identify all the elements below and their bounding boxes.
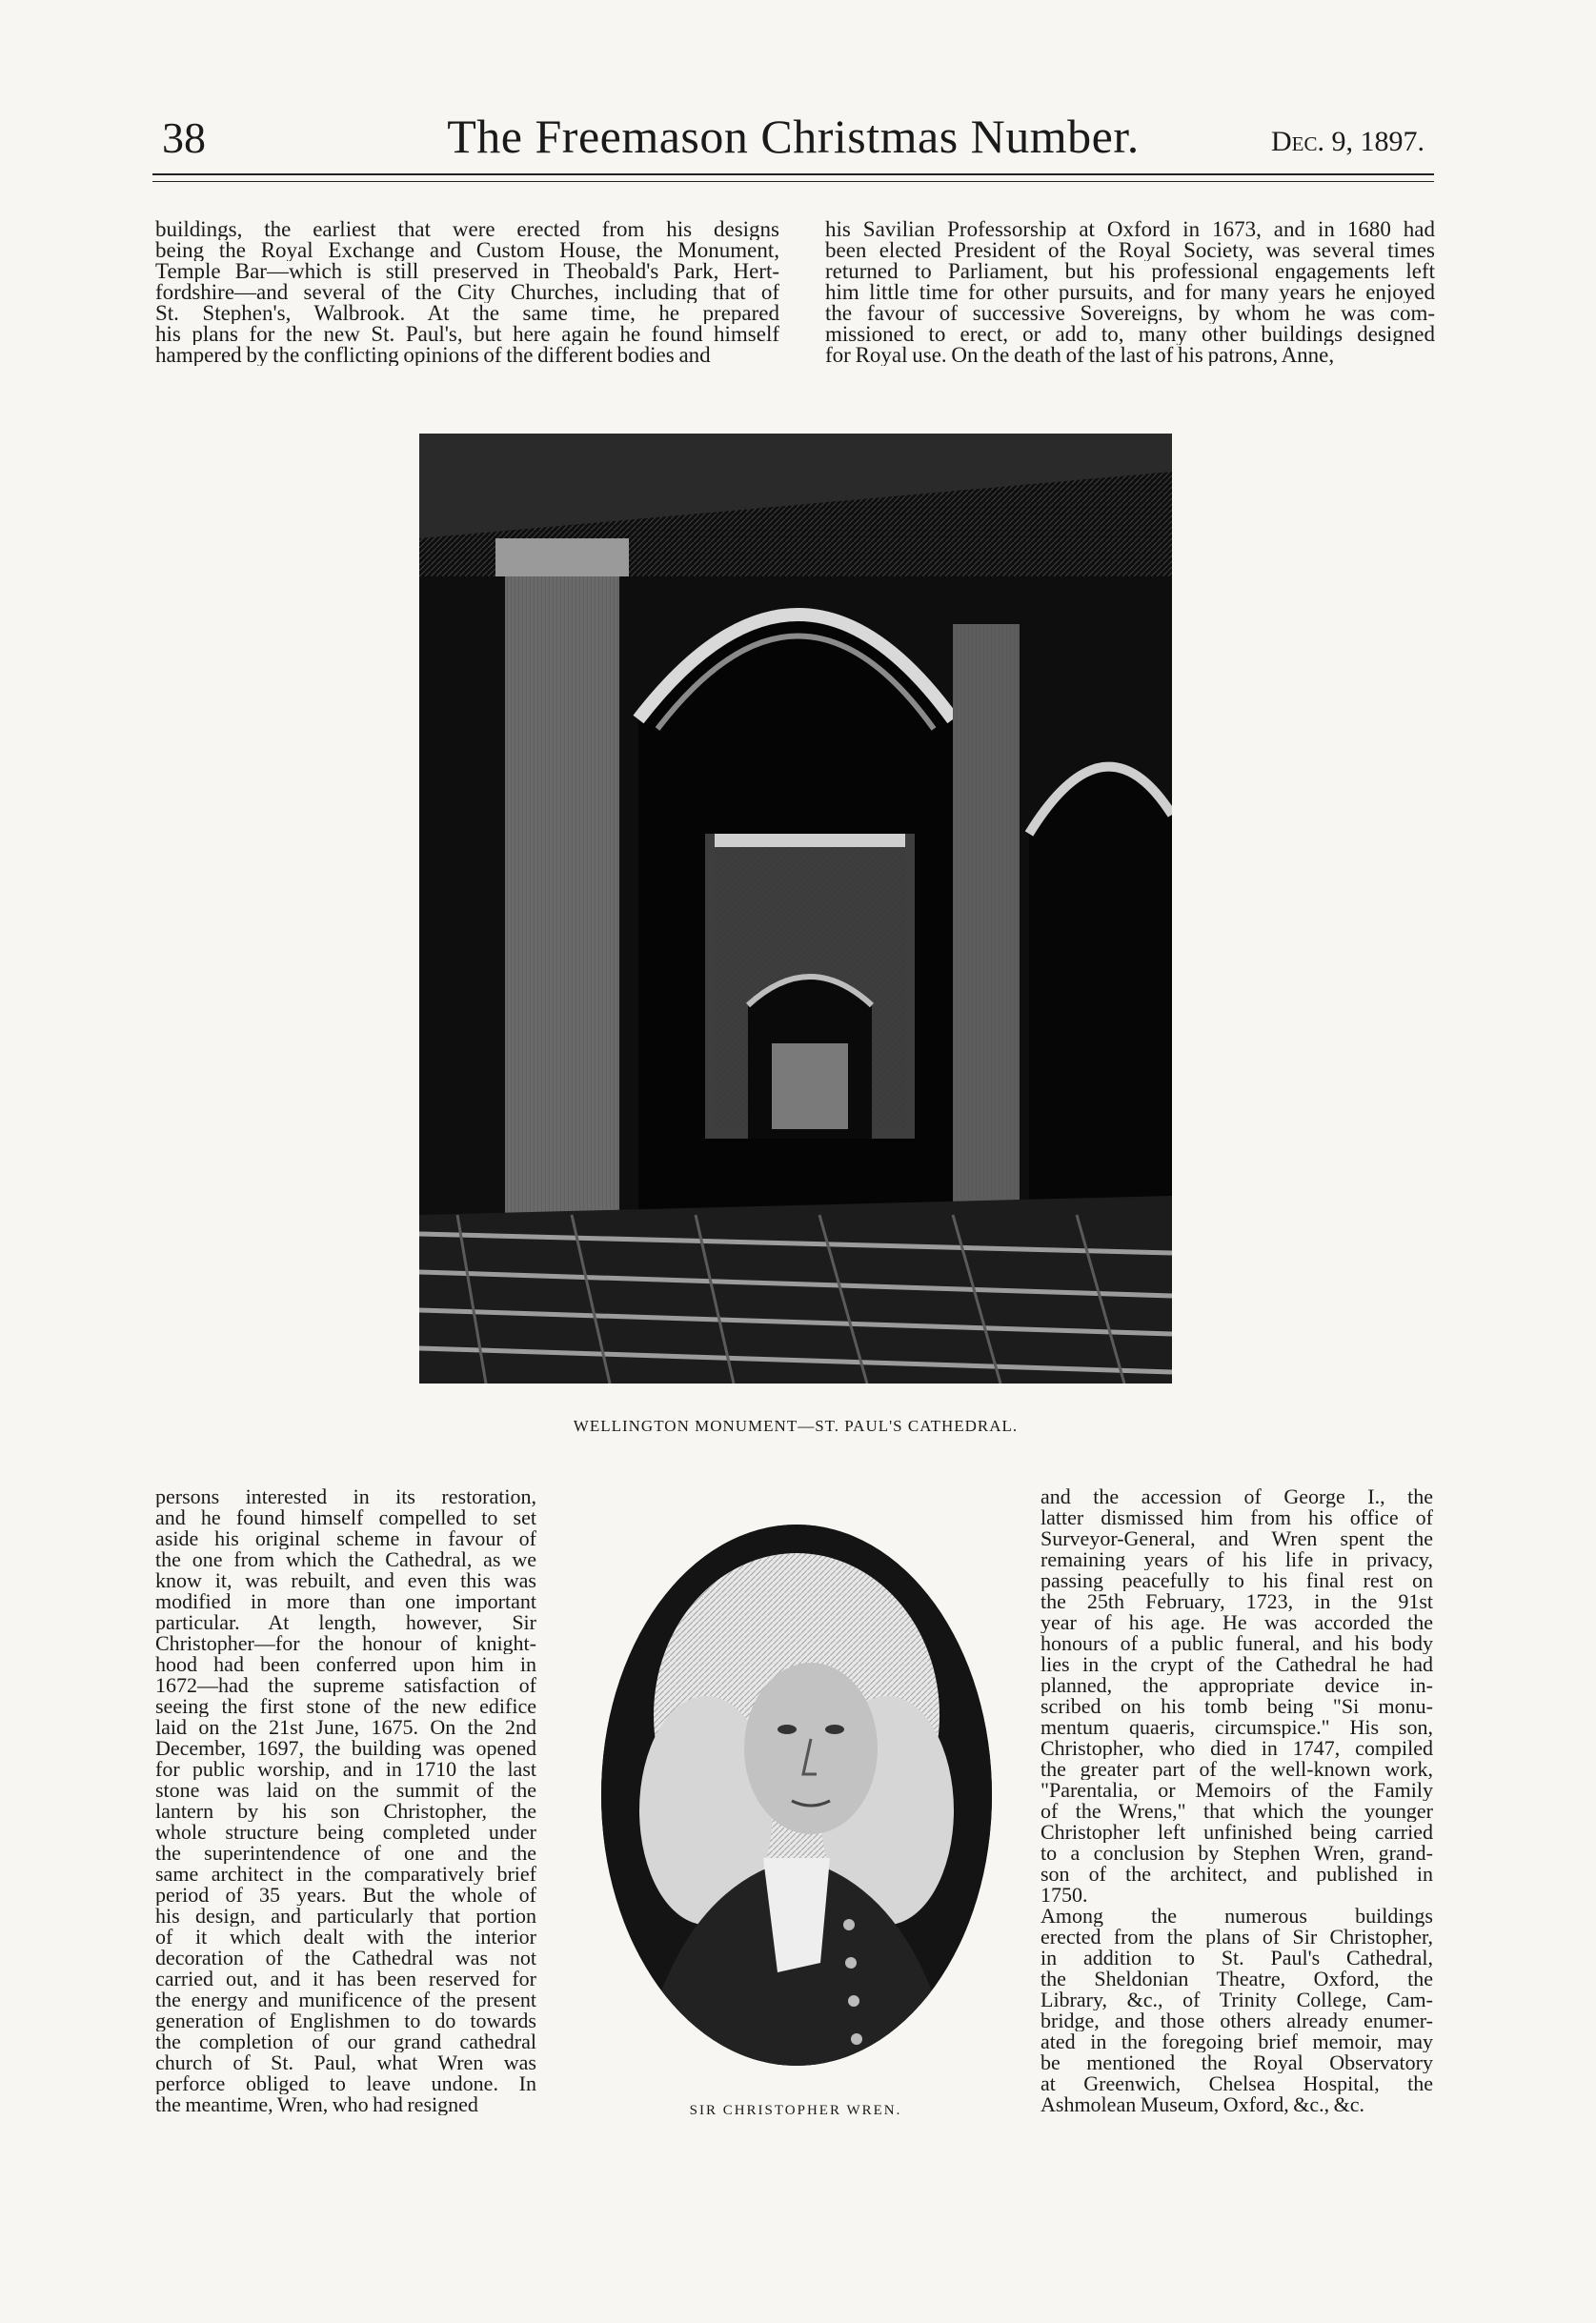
text-line: ated in the foregoing brief memoir, may <box>1040 2031 1433 2052</box>
bottom-right-column <box>1040 1486 1433 2115</box>
text-line: "Parentalia, or Memoirs of the Family <box>1040 1780 1433 1801</box>
text-line: Christopher, who died in 1747, compiled <box>1040 1738 1433 1759</box>
text-line: 1672—had the supreme satisfaction of <box>155 1675 536 1696</box>
text-line: remaining years of his life in privacy, <box>1040 1549 1433 1570</box>
wren-portrait <box>601 1525 992 2066</box>
text-line: him little time for other pursuits, and for many years he enjoyed <box>825 282 1435 303</box>
text-line: the energy and munificence of the present <box>155 1990 536 2010</box>
text-line: seeing the first stone of the new edifice <box>155 1696 536 1717</box>
text-line: honours of a public funeral, and his body <box>1040 1633 1433 1654</box>
cathedral-engraving <box>419 434 1172 1384</box>
text-line: aside his original scheme in favour of <box>155 1528 536 1549</box>
header-rule-thin <box>152 181 1434 182</box>
text-line: been elected President of the Royal Society, was several times <box>825 240 1435 261</box>
text-line: period of 35 years. But the whole of <box>155 1885 536 1906</box>
text-line: erected from the plans of Sir Christopher, <box>1040 1927 1433 1948</box>
text-line: Christopher left unfinished being carried <box>1040 1822 1433 1843</box>
text-line: of it which dealt with the interior <box>155 1927 536 1948</box>
text-line: year of his age. He was accorded the <box>1040 1612 1433 1633</box>
text-line: the Sheldonian Theatre, Oxford, the <box>1040 1969 1433 1990</box>
text-line: at Greenwich, Chelsea Hospital, the <box>1040 2073 1433 2094</box>
text-line: to a conclusion by Stephen Wren, grand- <box>1040 1843 1433 1864</box>
text-line: generation of Englishmen to do towards <box>155 2010 536 2031</box>
portrait-illustration <box>601 1525 992 2066</box>
text-line: carried out, and it has been reserved for <box>155 1969 536 1990</box>
page-number: 38 <box>162 113 206 162</box>
text-line: perforce obliged to leave undone. In <box>155 2073 536 2094</box>
text-line: missioned to erect, or add to, many other buildings designed <box>825 324 1435 345</box>
text-line: whole structure being completed under <box>155 1822 536 1843</box>
text-line: mentum quaeris, circumspice." His son, <box>1040 1717 1433 1738</box>
text-line: lies in the crypt of the Cathedral he had <box>1040 1654 1433 1675</box>
text-line: the one from which the Cathedral, as we <box>155 1549 536 1570</box>
text-line: laid on the 21st June, 1675. On the 2nd <box>155 1717 536 1738</box>
header-rule <box>152 173 1434 175</box>
text-line: his design, and particularly that portion <box>155 1906 536 1927</box>
figure2-caption: SIR CHRISTOPHER WREN. <box>689 2103 902 2118</box>
top-right-column <box>825 219 1435 366</box>
text-line: Surveyor-General, and Wren spent the <box>1040 1528 1433 1549</box>
text-line: be mentioned the Royal Observatory <box>1040 2052 1433 2073</box>
text-line: fordshire—and several of the City Churches, including that of <box>155 282 779 303</box>
text-line: bridge, and those others already enumer- <box>1040 2010 1433 2031</box>
text-line: the superintendence of one and the <box>155 1843 536 1864</box>
text-line: in addition to St. Paul's Cathedral, <box>1040 1948 1433 1969</box>
page-header <box>152 107 1434 173</box>
bottom-left-column <box>155 1486 536 2115</box>
text-line: know it, was rebuilt, and even this was <box>155 1570 536 1591</box>
text-line: for public worship, and in 1710 the last <box>155 1759 536 1780</box>
text-line: Temple Bar—which is still preserved in Theobald's Park, Hert- <box>155 261 779 282</box>
text-line: stone was laid on the summit of the <box>155 1780 536 1801</box>
text-line: St. Stephen's, Walbrook. At the same time, he prepared <box>155 303 779 324</box>
text-line: Christopher—for the honour of knight- <box>155 1633 536 1654</box>
text-line: passing peacefully to his final rest on <box>1040 1570 1433 1591</box>
text-line: and the accession of George I., the <box>1040 1486 1433 1507</box>
text-line: for Royal use. On the death of the last of his patrons, Anne, <box>825 345 1335 366</box>
text-line: the favour of successive Sovereigns, by whom he was com- <box>825 303 1435 324</box>
text-line: particular. At length, however, Sir <box>155 1612 536 1633</box>
publication-title: The Freemason Christmas Number. <box>447 110 1140 163</box>
text-line: persons interested in its restoration, <box>155 1486 536 1507</box>
text-line: son of the architect, and published in <box>1040 1864 1433 1885</box>
top-left-column <box>155 219 779 366</box>
text-line: scribed on his tomb being "Si monu- <box>1040 1696 1433 1717</box>
text-line: buildings, the earliest that were erected from his designs <box>155 219 779 240</box>
text-line: the 25th February, 1723, in the 91st <box>1040 1591 1433 1612</box>
text-line: Library, &c., of Trinity College, Cam- <box>1040 1990 1433 2010</box>
text-line: Ashmolean Museum, Oxford, &c., &c. <box>1040 2094 1364 2115</box>
text-line: of the Wrens," that which the younger <box>1040 1801 1433 1822</box>
issue-date: Dec. 9, 1897. <box>1271 126 1424 157</box>
text-line: the completion of our grand cathedral <box>155 2031 536 2052</box>
text-line: latter dismissed him from his office of <box>1040 1507 1433 1528</box>
text-line: and he found himself compelled to set <box>155 1507 536 1528</box>
text-line: being the Royal Exchange and Custom House, the Monument, <box>155 240 779 261</box>
text-line: planned, the appropriate device in- <box>1040 1675 1433 1696</box>
text-line: same architect in the comparatively brief <box>155 1864 536 1885</box>
text-line: the meantime, Wren, who had resigned <box>155 2094 478 2115</box>
text-line: his plans for the new St. Paul's, but here again he found himself <box>155 324 779 345</box>
cathedral-interior-illustration <box>419 434 1172 1384</box>
text-line: decoration of the Cathedral was not <box>155 1948 536 1969</box>
text-line: church of St. Paul, what Wren was <box>155 2052 536 2073</box>
text-line: his Savilian Professorship at Oxford in 1673, and in 1680 had <box>825 219 1435 240</box>
text-line: Among the numerous buildings <box>1040 1906 1433 1927</box>
text-line: hood had been conferred upon him in <box>155 1654 536 1675</box>
text-line: the greater part of the well-known work, <box>1040 1759 1433 1780</box>
text-line: 1750. <box>1040 1885 1088 1906</box>
text-line: returned to Parliament, but his professional engagements left <box>825 261 1435 282</box>
text-line: hampered by the conflicting opinions of the different bodies and <box>155 345 711 366</box>
text-line: lantern by his son Christopher, the <box>155 1801 536 1822</box>
text-line: modified in more than one important <box>155 1591 536 1612</box>
figure1-caption: WELLINGTON MONUMENT—ST. PAUL'S CATHEDRAL. <box>573 1417 1019 1435</box>
text-line: December, 1697, the building was opened <box>155 1738 536 1759</box>
